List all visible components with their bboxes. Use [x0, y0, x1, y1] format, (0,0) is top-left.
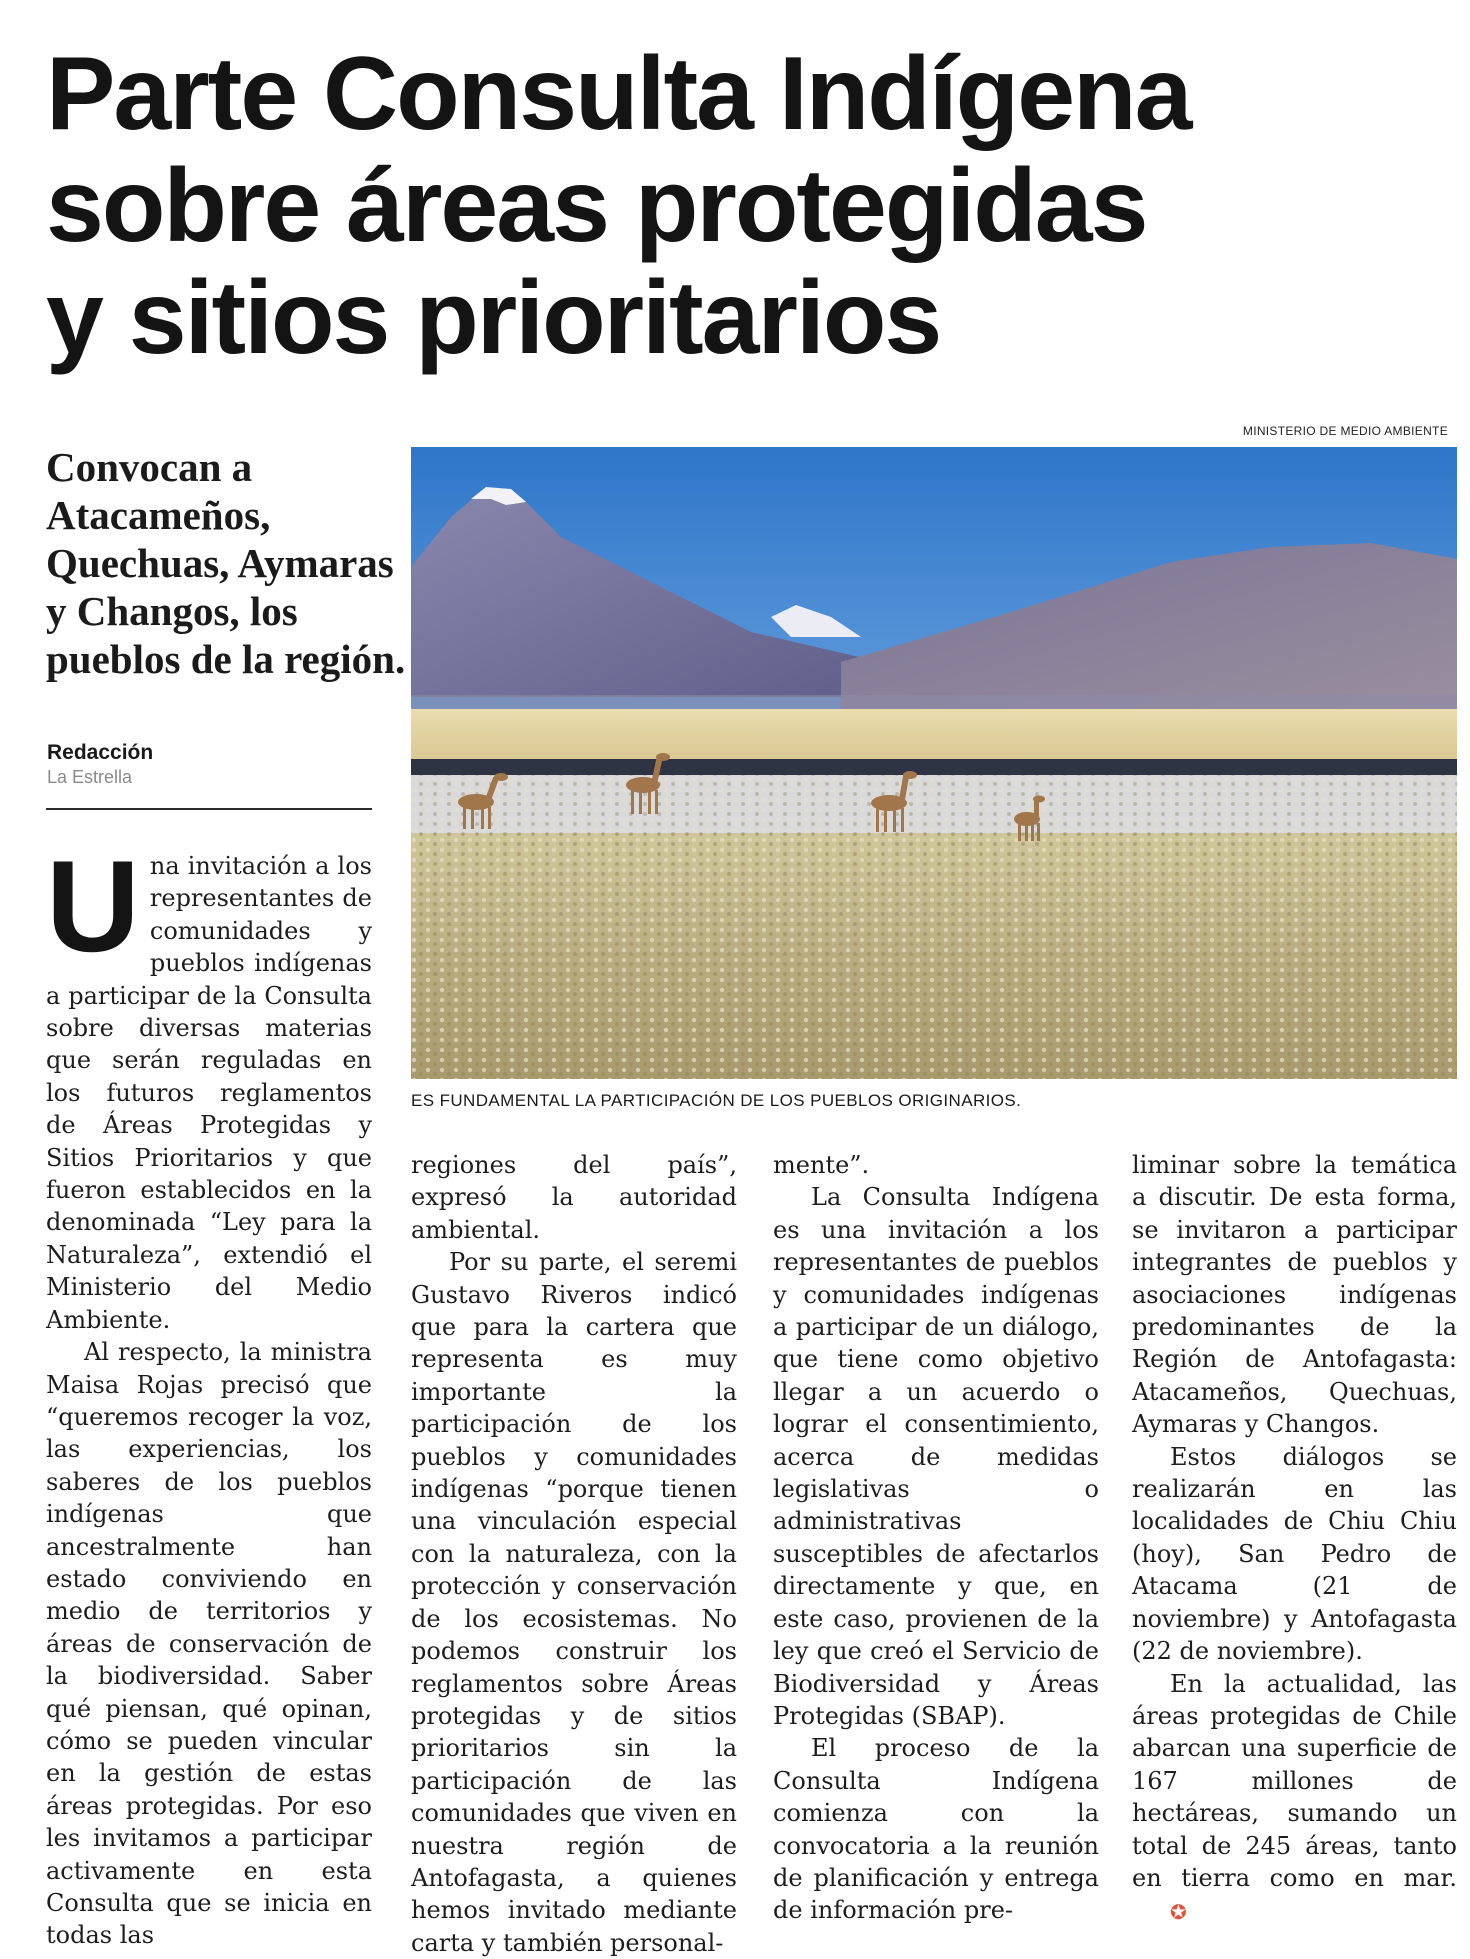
photo-caption: ES FUNDAMENTAL LA PARTICIPACIÓN DE LOS PUEBLOS ORIGINARIOS. — [411, 1091, 1022, 1110]
salt-flat — [411, 709, 1457, 763]
paragraph: La Consulta Indígena es una invitación a los representantes de pueblos y comunidades indígenas a participar de un diálogo, que tiene como objetivo llegar a un acuerdo o lograr el consentimiento, acerca de medidas legislativas o administrativas susceptibles de afectarlos directamente y que, en este caso, provienen de la ley que creó el Servicio de Biodiversidad y Áreas Protegidas (SBAP). — [773, 1183, 1099, 1730]
landscape-illustration — [411, 447, 1457, 1079]
article-column-1 — [46, 833, 372, 1952]
paragraph: mente”. — [773, 1151, 870, 1179]
lagoon — [411, 759, 1457, 777]
byline-author: Redacción — [47, 741, 154, 764]
paragraph — [1132, 1668, 1457, 1929]
paragraph: regiones del país”, expresó la autoridad ambiental. — [411, 1151, 737, 1244]
article-column-4 — [1132, 1149, 1457, 1928]
paragraph — [46, 833, 372, 1336]
headline-line-3: y sitios prioritarios — [46, 260, 941, 376]
paragraph: Estos diálogos se realizarán en las localidades de Chiu Chiu (hoy), San Pedro de Atacama (21 de noviembre) y Antofagasta (22 de noviembre). — [1132, 1442, 1457, 1666]
paragraph-text: En la actualidad, las áreas protegidas de Chile abarcan una superficie de 167 millones de hectáreas, sumando un total de 245 áreas, tanto en tierra como en mar. — [1132, 1669, 1457, 1892]
headline-line-1: Parte Consulta Indígena — [46, 36, 1191, 152]
byline-outlet: La Estrella — [47, 767, 133, 787]
photo-credit: MINISTERIO DE MEDIO AMBIENTE — [1242, 424, 1448, 438]
headline-line-2: sobre áreas protegidas — [46, 148, 1147, 264]
paragraph: liminar sobre la temática a discutir. De esta forma, se invitaron a participar integrantes de pueblos y asociaciones indígenas predominantes de la Región de Antofagasta: Atacameños, Quechuas, Aymaras y Changos. — [1132, 1151, 1457, 1439]
paragraph: Al respecto, la ministra Maisa Rojas precisó que “queremos recoger la voz, las experiencias, los saberes de los pueblos indígenas que ancestralmente han estado conviviendo en medio de territorios y áreas de conservación de la biodiversidad. Saber qué piensan, qué opinan, cómo se pueden vincular en la gestión de estas áreas protegidas. Por eso les invitamos a participar activamente en esta Consulta que se inicia en todas las — [46, 1338, 372, 1950]
subhead: Convocan a Atacameños, Quechuas, Aymaras y Changos, los pueblos de la región. — [46, 444, 406, 682]
paragraph: Por su parte, el seremi Gustavo Riveros indicó que para la cartera que representa es muy importante la participación de los pueblos y comunidades indígenas “porque tienen una vinculación especial con la naturaleza, con la protección y conservación de los ecosistemas. No podemos construir los reglamentos sobre Áreas protegidas y de sitios prioritarios sin la participación de las comunidades que viven en nuestra región de Antofagasta, a quienes hemos invitado mediante carta y también personal- — [411, 1248, 737, 1957]
byline-divider — [46, 808, 372, 810]
headline — [46, 38, 1446, 374]
byline — [47, 740, 153, 788]
paragraph: El proceso de la Consulta Indígena comienza con la convocatoria a la reunión de planificación y entrega de información pre- — [773, 1734, 1099, 1925]
article-column-2 — [411, 1149, 737, 1959]
article-photo — [411, 447, 1457, 1079]
paragraph-text: na invitación a los representantes de comunidades y pueblos indígenas a participar de la Consulta sobre diversas materias que serán reguladas en los futuros reglamentos de Áreas Protegidas y Sitios Prioritarios y que fueron establecidos en la denominada “Ley para la Naturaleza”, extendió el Ministerio del Medio Ambiente. — [46, 852, 372, 1334]
end-mark-icon: ✪ — [1170, 1899, 1187, 1924]
drop-cap: U — [46, 833, 140, 979]
article-column-3 — [773, 1149, 1099, 1927]
